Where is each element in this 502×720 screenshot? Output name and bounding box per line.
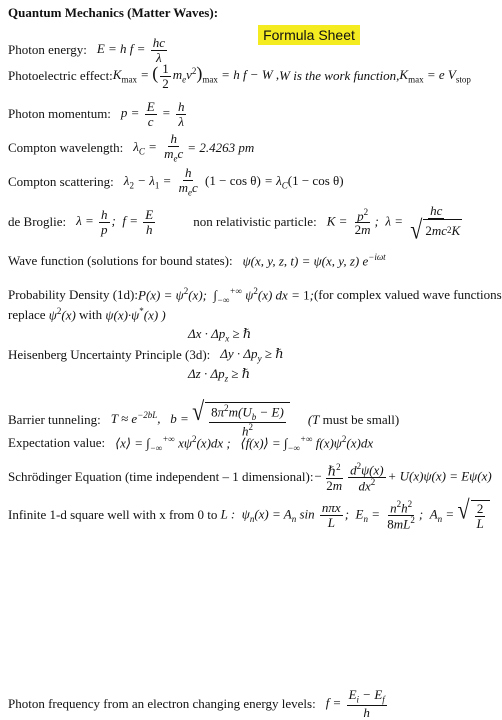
- probability-density-note: (for complex valued wave functions: [313, 287, 502, 303]
- compton-scattering-label: Compton scattering:: [8, 173, 114, 189]
- infinite-well-label: Infinite 1-d square well with x from 0 to: [8, 507, 218, 523]
- photon-energy-row: [8, 36, 470, 64]
- compton-scattering-row: [8, 166, 470, 198]
- with-text: with: [79, 306, 103, 322]
- schrodinger-formula: − $\frac{\hbar^2}{2m}$ $\frac{d^2\psi(x)}{dx^2}$ + U(x)ψ(x) = Eψ(x): [313, 461, 492, 494]
- compton-wavelength-label: Compton wavelength:: [8, 139, 124, 155]
- infinite-well-formula: L : $\psi_n(x) = A_n$ sin $\frac{\text{nπx}}{L}$ ; $E_n$ = $\frac{n^2h^2}{8mL^2}$ ; $A_n$ = √ $\frac{2}{L}$: [217, 500, 489, 531]
- photon-frequency-label: Photon frequency from an electron changing energy levels:: [8, 695, 316, 711]
- de-broglie-label: de Broglie:: [8, 214, 67, 230]
- probability-density-formula: $P(x) = \psi^2(x)$; $\int_{-\infty}^{+\infty}$ $\psi^2(x)$ dx = 1;: [138, 286, 314, 305]
- photon-energy-label: Photon energy:: [8, 42, 87, 58]
- schrodinger-row: [8, 461, 492, 494]
- de-broglie-row: [8, 203, 470, 245]
- formula-sheet-badge: Formula Sheet: [258, 25, 360, 45]
- photoelectric-label: Photoelectric effect:: [8, 68, 113, 84]
- compton-wavelength-formula: $\lambda_C$ = $\frac{h}{m_ec}$: [133, 131, 184, 164]
- photoelectric-formula-rhs: $K_{max} = e$ $V_{stop}$: [399, 67, 471, 85]
- barrier-row: [8, 395, 470, 439]
- replace-formula-a: $\psi^2(x)$: [45, 306, 80, 323]
- photon-momentum-formula: p = $\frac{E}{c}$ = $\frac{h}{\lambda}$: [120, 99, 185, 129]
- page-title: Quantum Mechanics (Matter Waves):: [8, 5, 219, 20]
- expectation-label: Expectation value:: [8, 435, 106, 451]
- photon-energy-formula: E = h f = $\frac{hc}{\lambda}$: [96, 35, 165, 65]
- heisenberg-x: $\Delta x \cdot \Delta p_x$ ≥ ℏ: [188, 326, 252, 344]
- replace-text: replace: [8, 306, 46, 322]
- barrier-t: (T: [307, 412, 323, 428]
- compton-scattering-formula: $\lambda_2 - \lambda_1$ = $\frac{h}{m_ec}$ $(1 - \cos \theta) = \lambda_C(1 - \cos \theta)$: [123, 165, 344, 198]
- barrier-label: Barrier tunneling:: [8, 412, 101, 428]
- photoelectric-formula-lhs: $K_{max}$ = ( $\frac{1}{2}$ $m_ev^2)_{max} = h$ f − W ,: [112, 61, 280, 91]
- photon-frequency-row: [8, 688, 470, 720]
- photon-momentum-label: Photon momentum:: [8, 106, 111, 122]
- expectation-formula: ⟨x⟩ = $\int_{-\infty}^{+\infty}$ $x\psi^2(x)dx$ ; ⟨f(x)⟩ = $\int_{-\infty}^{+\infty}$ $f(x)\psi^2(x)dx$: [115, 434, 374, 453]
- heisenberg-label: Heisenberg Uncertainty Principle (3d):: [8, 346, 211, 362]
- photoelectric-row: [8, 62, 470, 90]
- barrier-note: must be small): [322, 412, 400, 428]
- probability-replace-row: [8, 306, 470, 323]
- de-broglie-formula: λ = $\frac{h}{p}$ ; f = $\frac{E}{h}$: [76, 207, 154, 237]
- photon-momentum-row: [8, 100, 470, 128]
- compton-wavelength-value: = 2.4263 pm: [187, 139, 255, 155]
- heisenberg-z: $\Delta z \cdot \Delta p_z$ ≥ ℏ: [188, 366, 251, 384]
- nonrel-label: non relativistic particle:: [193, 214, 317, 230]
- expectation-row: [8, 434, 470, 453]
- probability-density-label: Probability Density (1d):: [8, 287, 138, 303]
- infinite-well-row: [8, 494, 484, 532]
- wave-function-row: [8, 252, 470, 269]
- wave-function-formula: ψ(x, y, z, t) = ψ(x, y, z) $e^{-i\omega t}$: [242, 252, 386, 269]
- barrier-formula: $T \approx e^{-2bL}$, b = √ $\frac{8\pi^2m(U_b - E)}{h^2}$: [111, 402, 290, 438]
- schrodinger-label: Schrödinger Equation (time independent – 1 dimensional):: [8, 469, 314, 485]
- photoelectric-note: W is the work function,: [279, 68, 400, 84]
- heisenberg-y: $\Delta y \cdot \Delta p_y$ ≥ ℏ: [220, 346, 284, 364]
- wave-function-label: Wave function (solutions for bound states):: [8, 252, 233, 268]
- photon-frequency-formula: f = $\frac{E_i - E_f}{h}$: [325, 687, 385, 720]
- nonrel-formula: K = $\frac{p^2}{2m}$ ; λ = hc √ 2 mc 2 K: [326, 203, 461, 245]
- compton-wavelength-row: [8, 132, 470, 164]
- probability-density-row: [8, 286, 502, 305]
- replace-formula-b: ψ(x)·ψ*(x) ): [102, 306, 166, 323]
- heisenberg-row: [8, 346, 470, 364]
